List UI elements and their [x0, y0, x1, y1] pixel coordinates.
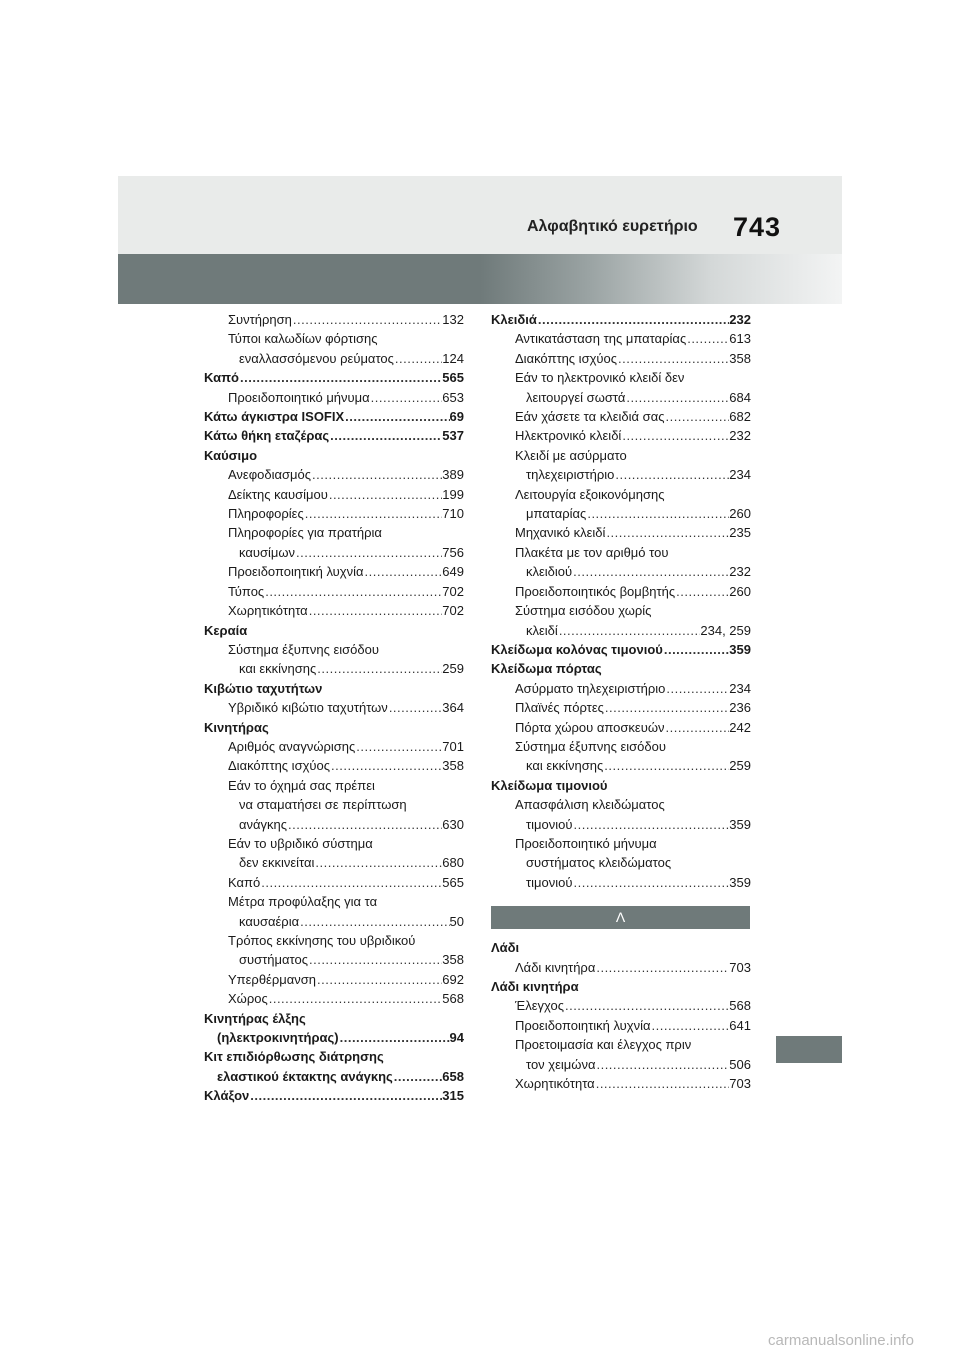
page-ref: 565 — [442, 370, 464, 386]
leader-dots — [665, 718, 730, 737]
index-entry — [204, 388, 464, 407]
index-entry — [491, 368, 751, 387]
index-entry — [491, 426, 751, 445]
page-ref: 315 — [442, 1088, 464, 1104]
leader-dots — [308, 950, 442, 969]
page-ref: 259 — [729, 758, 751, 774]
leader-dots — [393, 1067, 443, 1086]
index-entry — [491, 737, 751, 756]
page-ref: 232 — [729, 428, 751, 444]
entry-text: Υπερθέρμανση — [228, 971, 317, 987]
index-entry — [491, 407, 751, 426]
leader-dots — [572, 562, 729, 581]
leader-dots — [249, 1086, 442, 1105]
index-entry — [491, 465, 751, 484]
leader-dots — [316, 970, 442, 989]
page-ref: 702 — [442, 583, 464, 599]
entry-text: Χωρητικότητα — [228, 603, 308, 619]
index-entry — [491, 1055, 751, 1074]
leader-dots — [388, 698, 442, 717]
index-heading — [204, 1086, 464, 1105]
leader-dots — [329, 426, 442, 445]
index-entry — [204, 349, 464, 368]
leader-dots — [260, 873, 442, 892]
entry-text: Τύποι καλωδίων φόρτισης — [228, 331, 378, 347]
page-ref: 234 — [729, 680, 751, 696]
index-entry — [491, 1074, 751, 1093]
index-entry — [204, 562, 464, 581]
section-title: Αλφαβητικό ευρετήριο — [527, 218, 698, 235]
index-entry — [491, 543, 751, 562]
page-ref: 692 — [442, 971, 464, 987]
leader-dots — [595, 958, 729, 977]
index-entry — [204, 485, 464, 504]
page-ref: 69 — [449, 409, 464, 425]
entry-text: Προειδοποιητικός βομβητής — [515, 583, 676, 599]
index-heading — [204, 1009, 464, 1028]
page-ref: 358 — [729, 350, 751, 366]
index-entry — [491, 958, 751, 977]
leader-dots — [287, 815, 442, 834]
index-entry — [204, 698, 464, 717]
index-heading — [204, 1047, 464, 1066]
entry-text: Κινητήρας — [204, 719, 269, 735]
entry-text: ελαστικού έκτακτης ανάγκης — [217, 1068, 393, 1084]
entry-text: Σύστημα εισόδου χωρίς — [515, 603, 652, 619]
index-entry — [491, 621, 751, 640]
index-entry — [491, 853, 751, 872]
leader-dots — [586, 504, 729, 523]
page-ref: 358 — [442, 758, 464, 774]
entry-text: Ασύρματο τηλεχειριστήριο — [515, 680, 666, 696]
index-heading — [491, 977, 751, 996]
index-entry — [204, 465, 464, 484]
entry-text: Πόρτα χώρου αποσκευών — [515, 719, 665, 735]
leader-dots — [239, 368, 442, 387]
index-entry — [491, 601, 751, 620]
leader-dots — [605, 523, 729, 542]
leader-dots — [330, 756, 442, 775]
entry-text: Ηλεκτρονικό κλειδί — [515, 428, 622, 444]
leader-dots — [614, 465, 729, 484]
page-ref: 359 — [729, 641, 751, 657]
leader-dots — [617, 349, 729, 368]
index-entry — [204, 853, 464, 872]
index-heading — [204, 407, 464, 426]
page-ref: 684 — [729, 389, 751, 405]
index-column-right — [491, 310, 751, 1093]
page-ref: 565 — [442, 874, 464, 890]
entry-text: Πλακέτα με τον αριθμό του — [515, 544, 669, 560]
page-ref: 94 — [449, 1030, 464, 1046]
index-heading — [204, 446, 464, 465]
entry-text: Κλείδωμα τιμονιού — [491, 777, 608, 793]
entry-text: εναλλασσόμενου ρεύματος — [239, 350, 394, 366]
page-ref: 232 — [729, 312, 751, 327]
leader-dots — [595, 1055, 729, 1074]
leader-dots — [370, 388, 443, 407]
index-entry — [491, 834, 751, 853]
page-ref: 359 — [729, 874, 751, 890]
entry-text: Σύστημα έξυπνης εισόδου — [228, 641, 379, 657]
index-entry — [204, 659, 464, 678]
section-letter: Λ — [615, 909, 626, 926]
index-entry — [204, 1028, 464, 1047]
index-entry — [491, 485, 751, 504]
entry-text: Διακόπτης ισχύος — [228, 758, 331, 774]
index-entry — [491, 815, 751, 834]
page-ref: 124 — [442, 350, 464, 366]
index-entry — [204, 815, 464, 834]
entry-text: Κάτω άγκιστρα ISOFIX — [204, 409, 345, 425]
index-heading — [491, 938, 751, 957]
entry-text: ανάγκης — [239, 816, 288, 832]
index-entry — [204, 970, 464, 989]
entry-text: συστήματος κλειδώματος — [526, 855, 672, 871]
page-ref: 50 — [449, 913, 464, 929]
entry-text: Τρόπος εκκίνησης του υβριδικού — [228, 933, 416, 948]
entry-text: Κιβώτιο ταχυτήτων — [204, 680, 323, 696]
entry-text: τον χειμώνα — [526, 1056, 596, 1072]
leader-dots — [394, 349, 442, 368]
entry-text: Κλείδωμα πόρτας — [491, 661, 602, 677]
entry-text: λειτουργεί σωστά — [526, 389, 626, 405]
index-entry — [204, 601, 464, 620]
leader-dots — [604, 698, 729, 717]
entry-text: Προειδοποιητική λυχνία — [228, 564, 364, 580]
index-entry — [204, 1067, 464, 1086]
entry-text: Τύπος — [228, 583, 265, 599]
page-ref: 260 — [729, 583, 751, 599]
index-entry — [204, 543, 464, 562]
index-entry — [491, 698, 751, 717]
page-ref: 199 — [442, 486, 464, 502]
index-entry — [491, 562, 751, 581]
page-ref: 641 — [729, 1017, 751, 1033]
entry-text: Πλαϊνές πόρτες — [515, 700, 604, 716]
index-entry — [204, 329, 464, 348]
page-ref: 658 — [442, 1068, 464, 1084]
entry-text: Πληροφορίες για πρατήρια — [228, 525, 382, 541]
leader-dots — [292, 310, 442, 329]
entry-text: Προειδοποιητική λυχνία — [515, 1017, 651, 1033]
entry-text: Κλειδιά — [491, 312, 537, 327]
page-ref: 506 — [729, 1056, 751, 1072]
entry-text: τιμονιού — [526, 816, 573, 832]
leader-dots — [299, 912, 449, 931]
leader-dots — [603, 756, 729, 775]
leader-dots — [537, 310, 729, 329]
entry-text: Εάν το υβριδικό σύστημα — [228, 835, 373, 851]
leader-dots — [665, 679, 729, 698]
entry-text: Συντήρηση — [228, 312, 292, 327]
index-heading — [491, 640, 751, 659]
index-entry — [204, 523, 464, 542]
index-entry — [204, 834, 464, 853]
index-entry — [204, 310, 464, 329]
index-entry — [204, 756, 464, 775]
entry-text: Κεραία — [204, 622, 248, 638]
leader-dots — [572, 815, 729, 834]
leader-dots — [304, 504, 443, 523]
leader-dots — [328, 485, 442, 504]
header-gradient-bar — [118, 254, 842, 304]
index-entry — [491, 446, 751, 465]
entry-text: καυσίμων — [239, 544, 296, 560]
entry-text: Κλάξον — [204, 1088, 250, 1104]
index-entry — [204, 776, 464, 795]
index-heading — [204, 718, 464, 737]
entry-text: και εκκίνησης — [526, 758, 604, 774]
entry-text: Προειδοποιητικό μήνυμα — [515, 835, 657, 851]
entry-text: Προειδοποιητικό μήνυμα — [228, 389, 370, 405]
entry-text: κλειδιού — [526, 564, 573, 580]
page-ref: 234, 259 — [700, 622, 751, 638]
leader-dots — [558, 621, 701, 640]
page-ref: 359 — [729, 816, 751, 832]
entry-text: δεν εκκινείται — [239, 855, 315, 871]
entry-text: Καύσιμο — [204, 447, 258, 463]
leader-dots — [314, 853, 442, 872]
page-ref: 703 — [729, 959, 751, 975]
leader-dots — [308, 601, 443, 620]
leader-dots — [651, 1016, 730, 1035]
index-heading — [491, 776, 751, 795]
leader-dots — [344, 407, 449, 426]
leader-dots — [686, 329, 729, 348]
entry-text: Προετοιμασία και έλεγχος πριν — [515, 1037, 692, 1053]
page-ref: 568 — [442, 991, 464, 1007]
entry-text: Σύστημα έξυπνης εισόδου — [515, 738, 666, 754]
index-entry — [491, 756, 751, 775]
entry-text: Χωρητικότητα — [515, 1076, 595, 1092]
page-ref: 132 — [442, 312, 464, 327]
leader-dots — [264, 582, 442, 601]
index-column-left — [204, 310, 464, 1106]
index-entry — [204, 582, 464, 601]
page-ref: 756 — [442, 544, 464, 560]
index-heading — [204, 679, 464, 698]
entry-text: Κιτ επιδιόρθωσης διάτρησης — [204, 1049, 384, 1065]
leader-dots — [268, 989, 443, 1008]
entry-text: Λάδι — [491, 940, 520, 956]
index-entry — [204, 795, 464, 814]
entry-text: Κάτω θήκη εταζέρας — [204, 428, 330, 444]
entry-text: Πληροφορίες — [228, 506, 304, 522]
page-ref: 537 — [442, 428, 464, 444]
entry-text: Αντικατάσταση της μπαταρίας — [515, 331, 687, 347]
entry-text: Δείκτης καυσίμου — [228, 486, 328, 502]
leader-dots — [355, 737, 442, 756]
page-ref: 702 — [442, 603, 464, 619]
index-entry — [491, 349, 751, 368]
page-ref: 259 — [442, 661, 464, 677]
index-heading — [204, 368, 464, 387]
entry-text: Λάδι κινητήρα — [515, 959, 596, 975]
page-ref: 236 — [729, 700, 751, 716]
entry-text: συστήματος — [239, 952, 308, 968]
page-ref: 358 — [442, 952, 464, 968]
page-ref: 653 — [442, 389, 464, 405]
entry-text: Υβριδικό κιβώτιο ταχυτήτων — [228, 700, 388, 716]
entry-text: Λάδι κινητήρα — [491, 979, 579, 994]
leader-dots — [625, 388, 729, 407]
leader-dots — [675, 582, 729, 601]
entry-text: Λειτουργία εξοικονόμησης — [515, 486, 665, 502]
index-entry — [491, 388, 751, 407]
page-ref: 389 — [442, 467, 464, 483]
entry-text: Διακόπτης ισχύος — [515, 350, 618, 366]
page-ref: 682 — [729, 409, 751, 425]
entry-text: Καπό — [204, 370, 239, 386]
entry-text: Εάν χάσετε τα κλειδιά σας — [515, 409, 665, 425]
index-entry — [491, 582, 751, 601]
index-entry — [491, 1035, 751, 1054]
index-entry — [204, 640, 464, 659]
entry-text: Κλείδωμα κολόνας τιμονιού — [491, 641, 663, 657]
leader-dots — [595, 1074, 730, 1093]
leader-dots — [564, 996, 729, 1015]
index-entry — [204, 892, 464, 911]
page-ref: 234 — [729, 467, 751, 483]
entry-text: Εάν το όχημά σας πρέπει — [228, 777, 375, 793]
index-entry — [491, 504, 751, 523]
page-ref: 613 — [729, 331, 751, 347]
page-ref: 235 — [729, 525, 751, 541]
page-ref: 364 — [442, 700, 464, 716]
index-heading — [204, 426, 464, 445]
leader-dots — [364, 562, 443, 581]
index-entry — [204, 504, 464, 523]
page-ref: 232 — [729, 564, 751, 580]
page-ref: 649 — [442, 564, 464, 580]
leader-dots — [663, 640, 729, 659]
index-entry — [491, 1016, 751, 1035]
index-entry — [204, 737, 464, 756]
entry-text: να σταματήσει σε περίπτωση — [239, 797, 407, 813]
entry-text: Μηχανικό κλειδί — [515, 525, 606, 541]
entry-text: τηλεχειριστήριο — [526, 467, 615, 483]
page-ref: 260 — [729, 506, 751, 522]
index-entry — [491, 718, 751, 737]
page-ref: 568 — [729, 998, 751, 1014]
index-entry — [491, 795, 751, 814]
index-entry — [204, 873, 464, 892]
entry-text: Έλεγχος — [515, 998, 564, 1014]
index-entry — [204, 950, 464, 969]
page-ref: 630 — [442, 816, 464, 832]
entry-text: μπαταρίας — [526, 506, 587, 522]
index-heading — [204, 621, 464, 640]
entry-text: και εκκίνησης — [239, 661, 317, 677]
entry-text: Αριθμός αναγνώρισης — [228, 738, 356, 754]
leader-dots — [339, 1028, 450, 1047]
index-entry — [491, 329, 751, 348]
section-letter-bar — [491, 906, 750, 929]
page-ref: 703 — [729, 1076, 751, 1092]
index-heading — [491, 659, 751, 678]
page-ref: 701 — [442, 738, 464, 754]
entry-text: Απασφάλιση κλειδώματος — [515, 797, 665, 813]
entry-text: Εάν το ηλεκτρονικό κλειδί δεν — [515, 370, 685, 386]
chapter-thumb-tab — [776, 1036, 842, 1063]
entry-text: Ανεφοδιασμός — [228, 467, 312, 483]
leader-dots — [316, 659, 442, 678]
leader-dots — [572, 873, 729, 892]
index-entry — [491, 873, 751, 892]
entry-text: Χώρος — [228, 991, 268, 1007]
index-entry — [204, 912, 464, 931]
entry-text: Κλειδί με ασύρματο — [515, 447, 627, 463]
entry-text: καυσαέρια — [239, 913, 300, 929]
page-ref: 680 — [442, 855, 464, 871]
page-number: 743 — [733, 212, 782, 242]
watermark: carmanualsonline.info — [768, 1332, 914, 1349]
index-entry — [204, 989, 464, 1008]
leader-dots — [664, 407, 729, 426]
entry-text: Μέτρα προφύλαξης για τα — [228, 894, 378, 910]
entry-text: (ηλεκτροκινητήρας) — [217, 1030, 339, 1046]
leader-dots — [311, 465, 442, 484]
index-entry — [204, 931, 464, 950]
page-ref: 242 — [729, 719, 751, 735]
index-entry — [491, 679, 751, 698]
index-heading — [491, 310, 751, 329]
entry-text: Κινητήρας έλξης — [204, 1010, 306, 1026]
entry-text: τιμονιού — [526, 874, 573, 890]
entry-text: κλειδί — [526, 622, 558, 638]
index-entry — [491, 523, 751, 542]
entry-text: Καπό — [228, 874, 261, 890]
leader-dots — [621, 426, 729, 445]
page-ref: 710 — [442, 506, 464, 522]
leader-dots — [295, 543, 442, 562]
index-entry — [491, 996, 751, 1015]
